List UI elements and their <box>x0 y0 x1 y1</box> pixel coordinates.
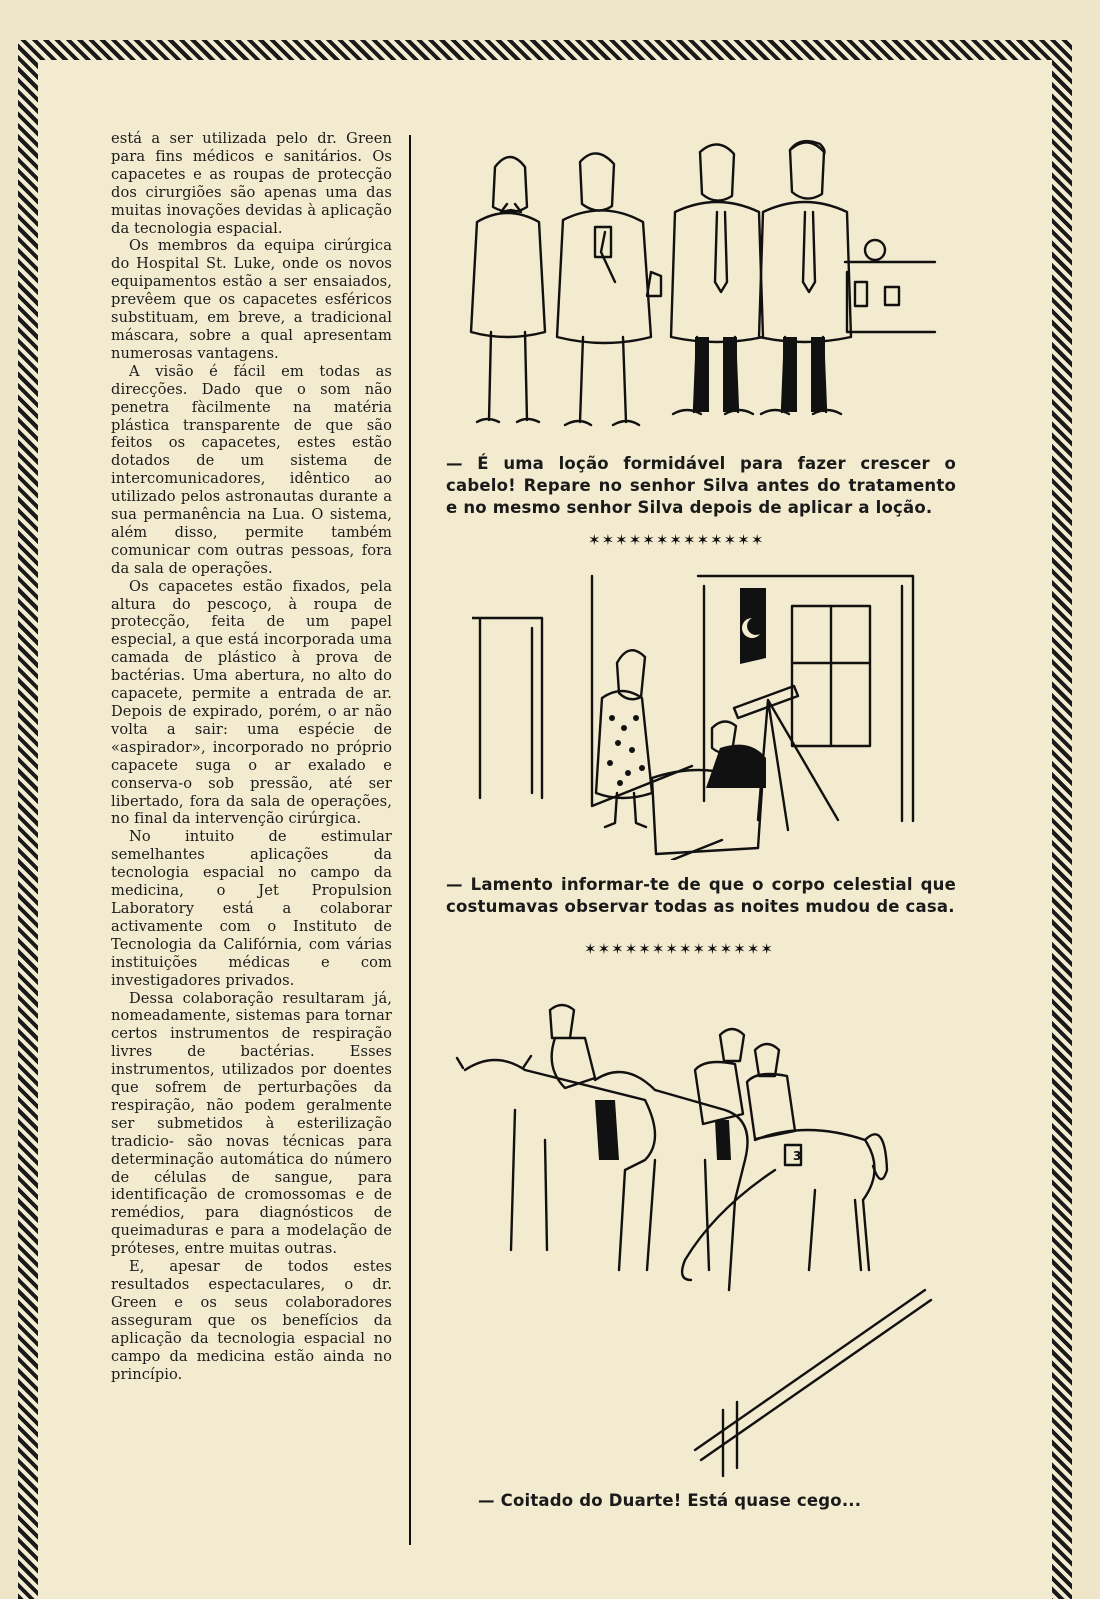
article-paragraph: No intuito de estimular semelhantes aplicações da tecnologia espacial no campo da medicina, o Jet Propulsion Laboratory está a colaborar activamente com o Instituto de Tecnologia da Califórnia, com várias instituições médicas e com investigadores privados. <box>111 828 392 989</box>
saddle-number-tag: 3 <box>793 1149 802 1163</box>
article-paragraph: E, apesar de todos estes resultados espectaculares, o dr. Green e os seus colaboradores asseguram que os benefícios da aplicação da tecnologia espacial no campo da medicina estão ainda no princípio. <box>111 1258 392 1383</box>
horse-race-illustration <box>455 990 935 1480</box>
article-column <box>111 130 392 1383</box>
cartoon-hair-lotion <box>455 132 945 437</box>
column-divider <box>409 135 411 1545</box>
cartoon-caption: — Coitado do Duarte! Está quase cego... <box>478 1491 862 1510</box>
article-paragraph: Os capacetes estão fixados, pela altura do pescoço, à roupa de protecção, feita de um papel especial, a que está incorporada uma camada de plástico à prova de bactérias. Uma abertura, no alto do capacete, permite a entrada de ar. Depois de expirado, porém, o ar não volta a sair: uma espécie de «aspirador», incorporado no próprio capacete suga o ar exalado e conserva-o sob pressão, até ser libertado, fora da sala de operações, no final da intervenção cirúrgica. <box>111 577 392 828</box>
article-paragraph: está a ser utilizada pelo dr. Green para fins médicos e sanitários. Os capacetes e as roupas de protecção dos cirurgiões são apenas uma das muitas inovações devidas à aplicação da tecnologia espacial. <box>111 130 392 237</box>
hair-lotion-illustration <box>455 132 945 437</box>
telescope-illustration <box>472 568 922 860</box>
article-paragraph: Dessa colaboração resultaram já, nomeadamente, sistemas para tornar certos instrumentos de respiração livres de bactérias. Esses instrumentos, utilizados por doentes que sofrem de perturbações da respiração, não podem geralmente ser submetidos à esterilização tradicio- são novas técnicas para determinação automática do número de células de sangue, para identificação de cromossomas e de remédios, para diagnósticos de queimaduras e para a modelação de próteses, entre muitas outras. <box>111 989 392 1258</box>
cartoon-horse-race <box>455 990 935 1480</box>
star-separator: ✶✶✶✶✶✶✶✶✶✶✶✶✶ <box>588 531 765 549</box>
article-paragraph: A visão é fácil em todas as direcções. Dado que o som não penetra fàcilmente na matéria plástica transparente de que são feitos os capacetes, estes estão dotados de um sistema de intercomunicadores, idêntico ao utilizado pelos astronautas durante a sua permanência na Lua. O sistema, além disso, permite também comunicar com outras pessoas, fora da sala de operações. <box>111 362 392 577</box>
article-paragraph: Os membros da equipa cirúrgica do Hospital St. Luke, onde os novos equipamentos estão a ser ensaiados, prevêem que os capacetes esféricos substituam, em breve, a tradicional máscara, sobre a qual apresentam numerosas vantagens. <box>111 237 392 362</box>
cartoon-caption: — É uma loção formidável para fazer crescer o cabelo! Repare no senhor Silva antes do tratamento e no mesmo senhor Silva depois de aplicar a loção. <box>446 454 956 517</box>
cartoon-telescope <box>472 568 922 860</box>
cartoon-caption: — Lamento informar-te de que o corpo celestial que costumavas observar todas as noites mudou de casa. <box>446 875 956 916</box>
star-separator: ✶✶✶✶✶✶✶✶✶✶✶✶✶✶ <box>584 940 774 958</box>
